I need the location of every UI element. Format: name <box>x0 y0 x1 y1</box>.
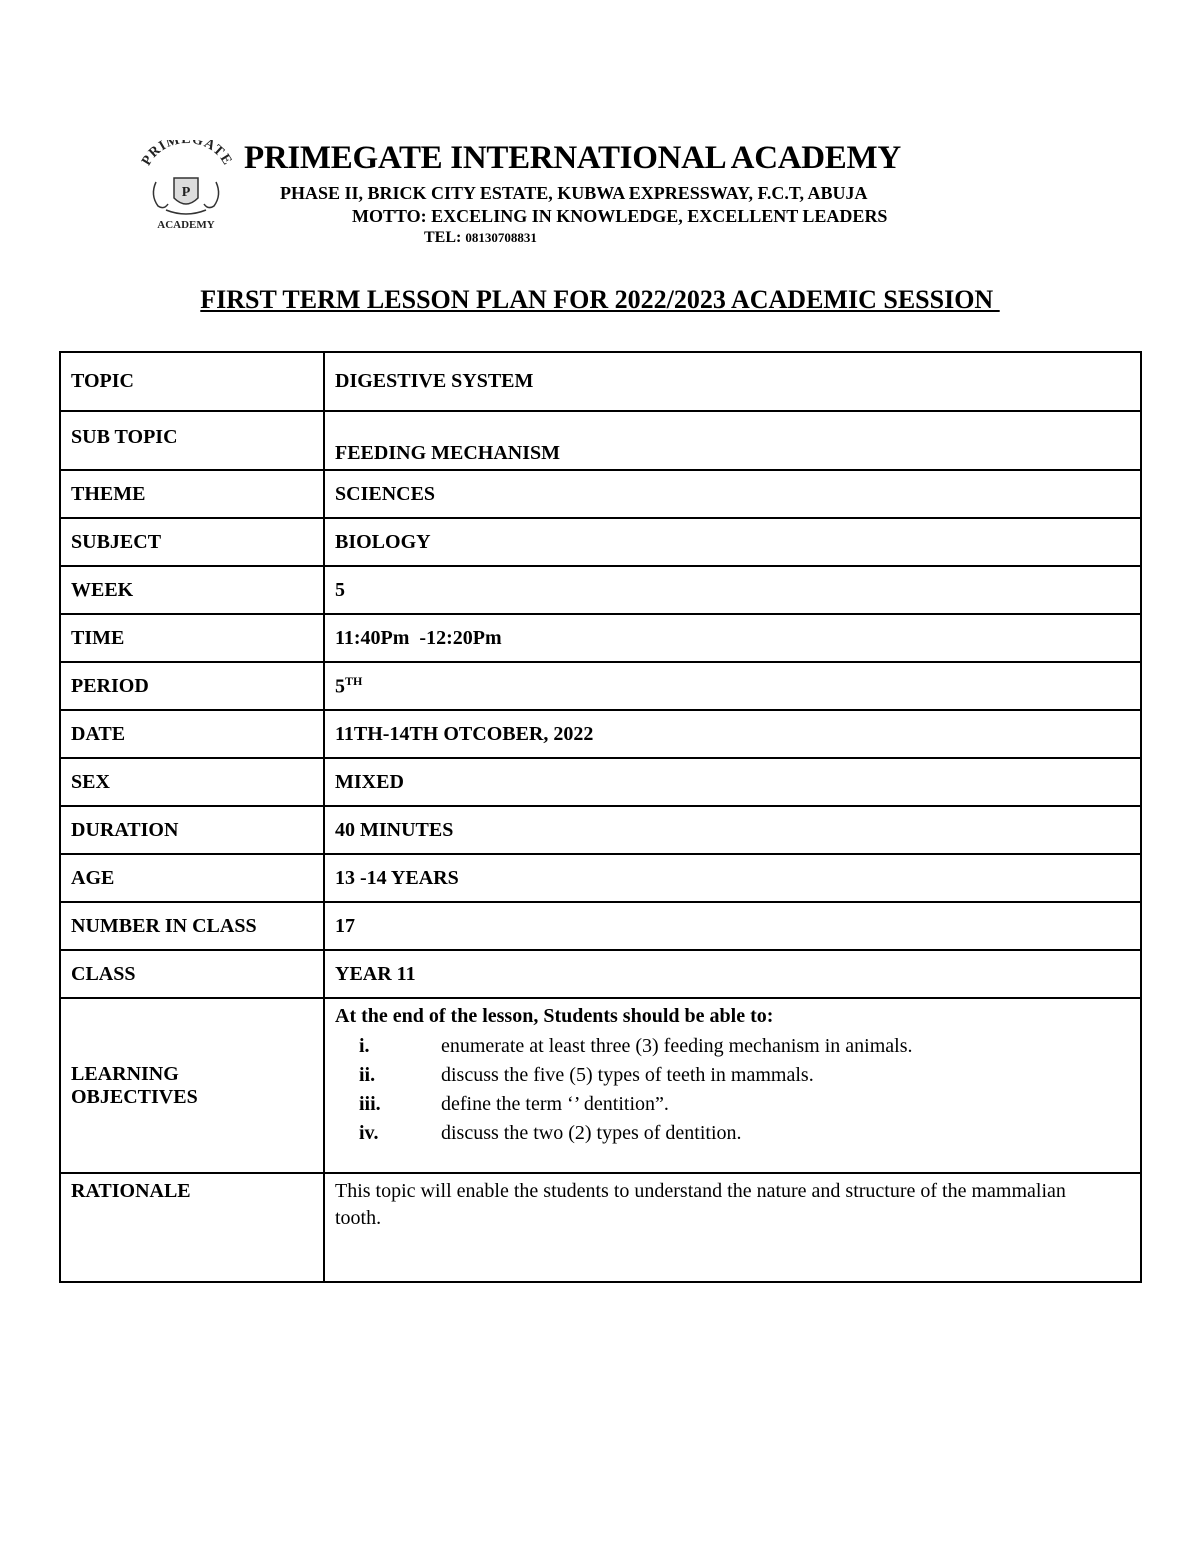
week-label: WEEK <box>60 566 324 614</box>
subject-value: BIOLOGY <box>324 518 1141 566</box>
topic-label: TOPIC <box>60 352 324 411</box>
objective-number: i. <box>359 1035 370 1057</box>
objective-text: discuss the two (2) types of dentition. <box>441 1122 742 1144</box>
table-row <box>60 758 1141 806</box>
objective-text: enumerate at least three (3) feeding mechanism in animals. <box>441 1035 913 1057</box>
date-label: DATE <box>60 710 324 758</box>
theme-value: SCIENCES <box>324 470 1141 518</box>
school-address: PHASE II, BRICK CITY ESTATE, KUBWA EXPRESSWAY, F.C.T, ABUJA <box>280 183 868 203</box>
tel-number: 08130708831 <box>465 230 537 245</box>
age-value: 13 -14 YEARS <box>324 854 1141 902</box>
class-value: YEAR 11 <box>324 950 1141 998</box>
time-label: TIME <box>60 614 324 662</box>
table-row <box>60 352 1141 411</box>
duration-value: 40 MINUTES <box>324 806 1141 854</box>
document-title: FIRST TERM LESSON PLAN FOR 2022/2023 ACADEMIC SESSION <box>200 285 1000 314</box>
date-value: 11TH-14TH OTCOBER, 2022 <box>324 710 1141 758</box>
table-row <box>60 470 1141 518</box>
subtopic-label: SUB TOPIC <box>60 411 324 470</box>
school-name: PRIMEGATE INTERNATIONAL ACADEMY <box>244 140 901 176</box>
list-item <box>335 1090 1140 1119</box>
table-row <box>60 1173 1141 1282</box>
period-suffix: TH <box>345 673 363 688</box>
logo-letter: P <box>181 185 191 200</box>
table-row <box>60 854 1141 902</box>
objective-number: iv. <box>359 1122 379 1144</box>
objectives-label-line2: OBJECTIVES <box>71 1085 198 1108</box>
list-item <box>335 1061 1140 1090</box>
table-row <box>60 710 1141 758</box>
subtopic-text: FEEDING MECHANISM <box>335 442 561 464</box>
table-row <box>60 998 1141 1173</box>
sex-value: MIXED <box>324 758 1141 806</box>
subtopic-value <box>324 411 1141 470</box>
number-in-class-value: 17 <box>324 902 1141 950</box>
period-label: PERIOD <box>60 662 324 710</box>
objectives-intro: At the end of the lesson, Students should be able to: <box>335 1005 774 1027</box>
list-item <box>335 1119 1140 1148</box>
period-number: 5 <box>335 675 345 698</box>
objective-number: ii. <box>359 1064 376 1086</box>
table-row <box>60 902 1141 950</box>
svg-text:PRIMEGATE <box>139 140 235 168</box>
theme-label: THEME <box>60 470 324 518</box>
objectives-label <box>60 998 324 1173</box>
table-row <box>60 950 1141 998</box>
objective-number: iii. <box>359 1093 381 1115</box>
objectives-list <box>335 1032 1140 1148</box>
sex-label: SEX <box>60 758 324 806</box>
age-label: AGE <box>60 854 324 902</box>
school-logo <box>136 140 236 232</box>
logo-text-bottom: ACADEMY <box>157 219 215 231</box>
time-value: 11:40Pm -12:20Pm <box>324 614 1141 662</box>
period-value <box>324 662 1141 710</box>
objective-text: define the term ‘’ dentition”. <box>441 1093 669 1115</box>
rationale-label: RATIONALE <box>60 1173 324 1282</box>
objectives-label-line1: LEARNING <box>71 1062 179 1085</box>
objective-text: discuss the five (5) types of teeth in mammals. <box>441 1064 814 1086</box>
table-row <box>60 662 1141 710</box>
subject-label: SUBJECT <box>60 518 324 566</box>
school-motto: MOTTO: EXCELING IN KNOWLEDGE, EXCELLENT LEADERS <box>352 206 888 226</box>
lesson-plan-table <box>59 351 1142 1283</box>
topic-value: DIGESTIVE SYSTEM <box>324 352 1141 411</box>
school-telephone <box>424 229 537 247</box>
tel-label: TEL: <box>424 229 466 246</box>
table-row <box>60 411 1141 470</box>
table-row <box>60 566 1141 614</box>
week-value: 5 <box>324 566 1141 614</box>
table-row <box>60 518 1141 566</box>
duration-label: DURATION <box>60 806 324 854</box>
number-in-class-label: NUMBER IN CLASS <box>60 902 324 950</box>
class-label: CLASS <box>60 950 324 998</box>
rationale-value: This topic will enable the students to understand the nature and structure of the mammalian tooth. <box>324 1173 1141 1282</box>
objectives-value <box>324 998 1141 1173</box>
table-row <box>60 806 1141 854</box>
table-row <box>60 614 1141 662</box>
logo-text-top: PRIM GATE <box>139 140 235 169</box>
list-item <box>335 1032 1140 1061</box>
